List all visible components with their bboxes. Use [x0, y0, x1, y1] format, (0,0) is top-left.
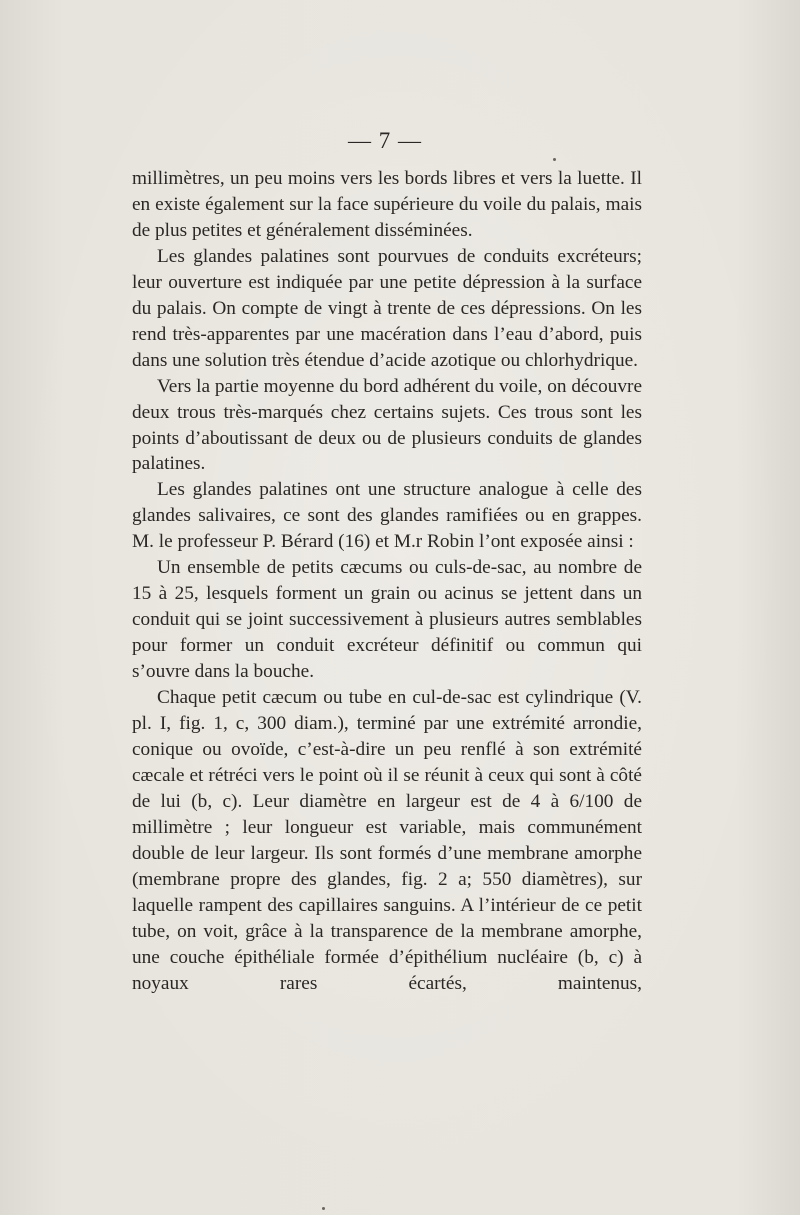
paragraph-4: Les glandes palatines ont une structure analogue à celle des glandes salivaires, ce sont des glandes ramifiées ou en grappes. M. le professeur P. Bérard (16) et M.r Robin l’ont exposée ainsi : [132, 479, 642, 553]
paragraph-5: Un ensemble de petits cæcums ou culs-de-sac, au nombre de 15 à 25, lesquels forment un grain ou acinus se jettent dans un conduit qui se joint successivement à plusieurs autres semblables pour former un conduit excréteur définitif ou commun qui s’ouvre dans la bouche. [132, 557, 642, 683]
paragraph-1: millimètres, un peu moins vers les bords libres et vers la luette. Il en existe également sur la face supérieure du voile du palais, mais de plus petites et généralement disséminées. [132, 168, 642, 241]
paragraph-3: Vers la partie moyenne du bord adhérent du voile, on découvre deux trous très-marqués chez certains sujets. Ces trous sont les points d’aboutissant de deux ou de plusieurs conduits de glandes palatines. [132, 375, 642, 475]
speck-mark [322, 1207, 325, 1210]
body-text [132, 166, 642, 997]
paragraph-6: Chaque petit cæcum ou tube en cul-de-sac est cylindrique (V. pl. I, fig. 1, c, 300 diam.), terminé par une extrémité arrondie, conique ou ovoïde, c’est-à-dire un peu renflé à son extrémité cæcale et rétréci vers le point où il se réunit à ceux qui sont à côté de lui (b, c). Leur diamètre en largeur est de 4 à 6/100 de millimètre ; leur longueur est variable, mais communément double de leur largeur. Ils sont formés d’une membrane amorphe (membrane propre des glandes, fig. 2 a; 550 diamètres), sur laquelle rampent des capillaires sanguins. A l’intérieur de ce petit tube, on voit, grâce à la transparence de la membrane amorphe, une couche épithéliale formée d’épithélium nucléaire (b, c) à noyaux rares écartés, maintenus, [132, 687, 642, 994]
paragraph-2: Les glandes palatines sont pourvues de conduits excréteurs; leur ouverture est indiquée par une petite dépression à la surface du palais. On compte de vingt à trente de ces dépressions. On les rend très-apparentes par une macération dans l’eau d’abord, puis dans une solution très étendue d’acide azotique ou chlorhydrique. [132, 245, 642, 371]
page-number: — 7 — [348, 128, 422, 153]
speck-mark [553, 158, 556, 161]
